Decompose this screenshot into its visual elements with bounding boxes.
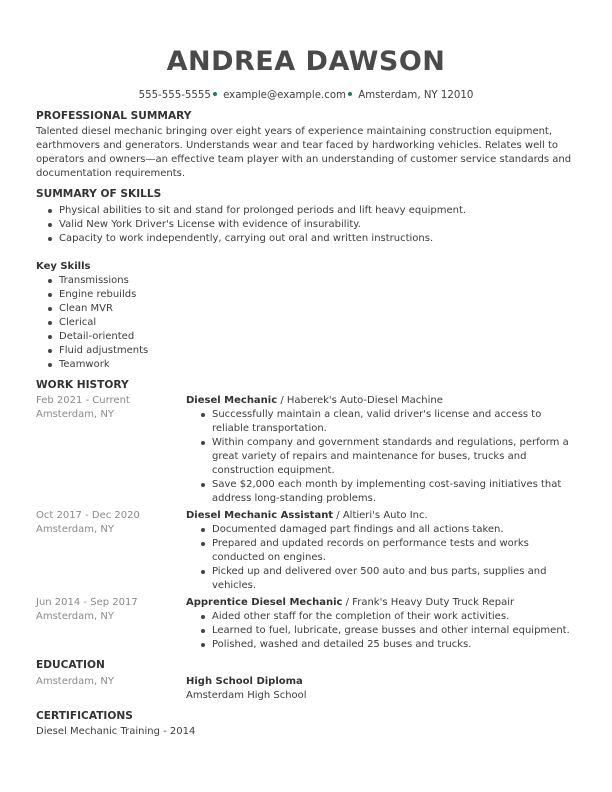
list-item: Prepared and updated records on performance tests and works conducted on engines. <box>199 537 576 565</box>
separator-dot-icon <box>213 92 217 96</box>
list-item: Transmissions <box>46 274 346 288</box>
list-item: Learned to fuel, lubricate, grease busses and other internal equipment. <box>199 624 576 638</box>
list-item: Fluid adjustments <box>46 344 346 358</box>
list-item: Save $2,000 each month by implementing cost-saving initiatives that address long-standing problems. <box>199 478 576 506</box>
education-location: Amsterdam, NY <box>36 676 114 687</box>
location: Amsterdam, NY 12010 <box>358 90 474 101</box>
list-item: Documented damaged part findings and all actions taken. <box>199 523 576 537</box>
job-dates: Jun 2014 - Sep 2017 <box>36 597 138 608</box>
job-dates: Oct 2017 - Dec 2020 <box>36 510 140 521</box>
list-item: Clean MVR <box>46 302 346 316</box>
contact-line <box>0 90 612 101</box>
list-item: Aided other staff for the completion of their work activities. <box>199 610 576 624</box>
work-history-heading: WORK HISTORY <box>36 379 129 391</box>
list-item: Physical abilities to sit and stand for prolonged periods and lift heavy equipment. <box>46 204 576 218</box>
job-bullets <box>199 408 576 506</box>
skills-summary-list <box>46 204 576 246</box>
candidate-name: ANDREA DAWSON <box>166 46 446 77</box>
list-item: Capacity to work independently, carrying out oral and written instructions. <box>46 232 576 246</box>
certifications-heading: CERTIFICATIONS <box>36 710 133 722</box>
job-bullets <box>199 523 576 593</box>
list-item: Within company and government standards and regulations, perform a great variety of repairs and maintenance for buses, trucks and construction equipment. <box>199 436 576 478</box>
certification-item: Diesel Mechanic Training - 2014 <box>36 726 196 737</box>
list-item: Clerical <box>46 316 346 330</box>
skills-summary-heading: SUMMARY OF SKILLS <box>36 188 162 200</box>
job-title: Diesel Mechanic <box>186 395 278 406</box>
list-item: Polished, washed and detailed 25 buses and trucks. <box>199 638 576 652</box>
education-heading: EDUCATION <box>36 659 105 671</box>
list-item: Successfully maintain a clean, valid driver's license and access to reliable transportation. <box>199 408 576 436</box>
key-skills-list <box>46 274 346 372</box>
job-company: / Haberek's Auto-Diesel Machine <box>277 395 443 406</box>
list-item: Detail-oriented <box>46 330 346 344</box>
school-name: Amsterdam High School <box>186 690 307 701</box>
email: example@example.com <box>223 90 346 101</box>
list-item: Engine rebuilds <box>46 288 346 302</box>
job-company: / Altieri's Auto Inc. <box>333 510 428 521</box>
job-bullets <box>199 610 576 652</box>
phone: 555-555-5555 <box>138 90 211 101</box>
summary-text: Talented diesel mechanic bringing over eight years of experience maintaining construction equipment, earthmovers and generators. Understands wear and tear faced by hardworking vehicles. Relates well to operators and owners—an effective team player with an understanding of customer service standards and documentation requirements. <box>36 126 572 179</box>
list-item: Teamwork <box>46 358 346 372</box>
job-location: Amsterdam, NY <box>36 611 114 622</box>
separator-dot-icon <box>348 92 352 96</box>
degree: High School Diploma <box>186 676 303 687</box>
job-title: Diesel Mechanic Assistant <box>186 510 334 521</box>
summary-heading: PROFESSIONAL SUMMARY <box>36 110 192 122</box>
job-location: Amsterdam, NY <box>36 409 114 420</box>
job-location: Amsterdam, NY <box>36 524 114 535</box>
list-item: Picked up and delivered over 500 auto and bus parts, supplies and vehicles. <box>199 565 576 593</box>
job-company: / Frank's Heavy Duty Truck Repair <box>342 597 515 608</box>
job-title: Apprentice Diesel Mechanic <box>186 597 343 608</box>
job-dates: Feb 2021 - Current <box>36 395 130 406</box>
list-item: Valid New York Driver's License with evidence of insurability. <box>46 218 576 232</box>
key-skills-heading: Key Skills <box>36 261 91 272</box>
